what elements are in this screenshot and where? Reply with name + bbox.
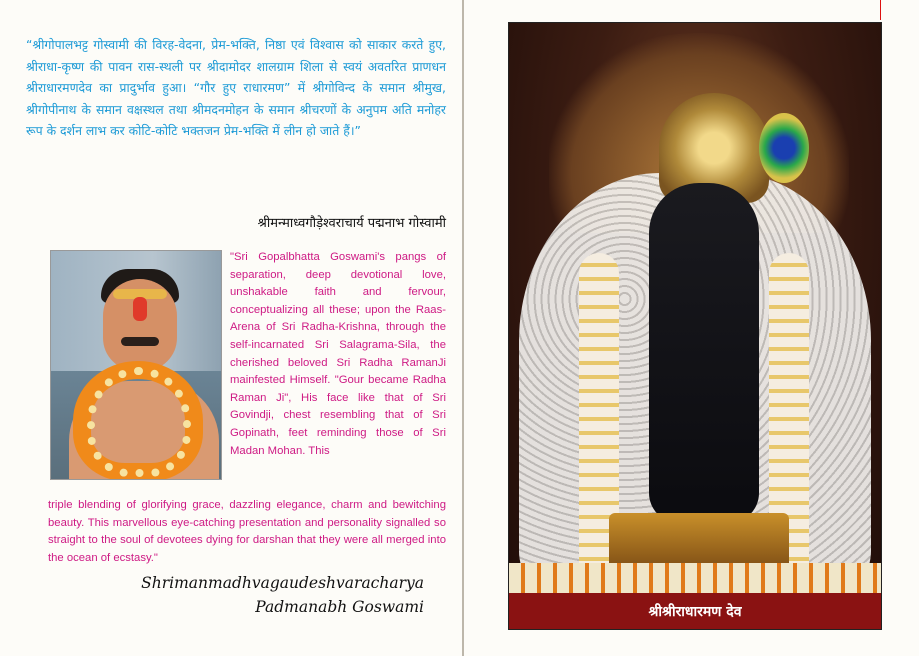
- crop-mark: [880, 0, 881, 20]
- caption-bar: [509, 593, 881, 629]
- portrait-photo: [50, 250, 222, 480]
- english-quote-part1: "Sri Gopalbhatta Goswami's pangs of separation, deep devotional love, unshakable faith and fervour, conceptualizing all these; upon the Raas-Arena of Sri Radha-Krishna, through the self-incarnated Sri Salagrama-Sila, the cherished beloved Sri Radha RamanJi mainfested Himself. "Gour became Radha Raman Ji", His face like that of Sri Govindji, chest resembling that of Sri Gopinath, feet reminding those of Sri Madan Mohan. This: [230, 251, 446, 457]
- english-signature-line2: Padmanabh Goswami: [255, 598, 424, 616]
- hindi-signature: श्रीमन्माध्वगौड़ेश्वराचार्य पद्मनाभ गोस्वामी: [257, 216, 446, 231]
- english-quote-part2: triple blending of glorifying grace, dazzling elegance, charm and bewitching beauty. This marvellous eye-catching presentation and personality signalled so straight to the soul of devotees dying for darshan that they were all merged into the ocean of ecstasy.": [48, 499, 446, 564]
- deity-photo: [508, 22, 882, 630]
- hindi-quote: “श्रीगोपालभट्ट गोस्वामी की विरह-वेदना, प्रेम-भक्ति, निष्ठा एवं विश्वास को साकार करते हुए, श्रीराधा-कृष्ण की पावन रास-स्थली पर श्रीदामोदर शालग्राम शिला से स्वयं अवतरित प्राणधन श्रीराधारमणदेव का प्रादुर्भाव हुआ। “गौर हुए राधारमण” में श्रीगोविन्द के समान श्रीमुख, श्रीगोपीनाथ के समान वक्षस्थल तथा श्रीमदनमोहन के समान श्रीचरणों के अनुपम अति मनोहर रूप के दर्शन लाभ कर कोटि-कोटि भक्तजन प्रेम-भक्ति में लीन हो जाते हैं।”: [26, 37, 446, 138]
- deity-caption: श्रीश्रीराधारमण देव: [648, 603, 742, 620]
- english-signature-line1: Shrimanmadhvagaudeshvaracharya: [141, 574, 424, 592]
